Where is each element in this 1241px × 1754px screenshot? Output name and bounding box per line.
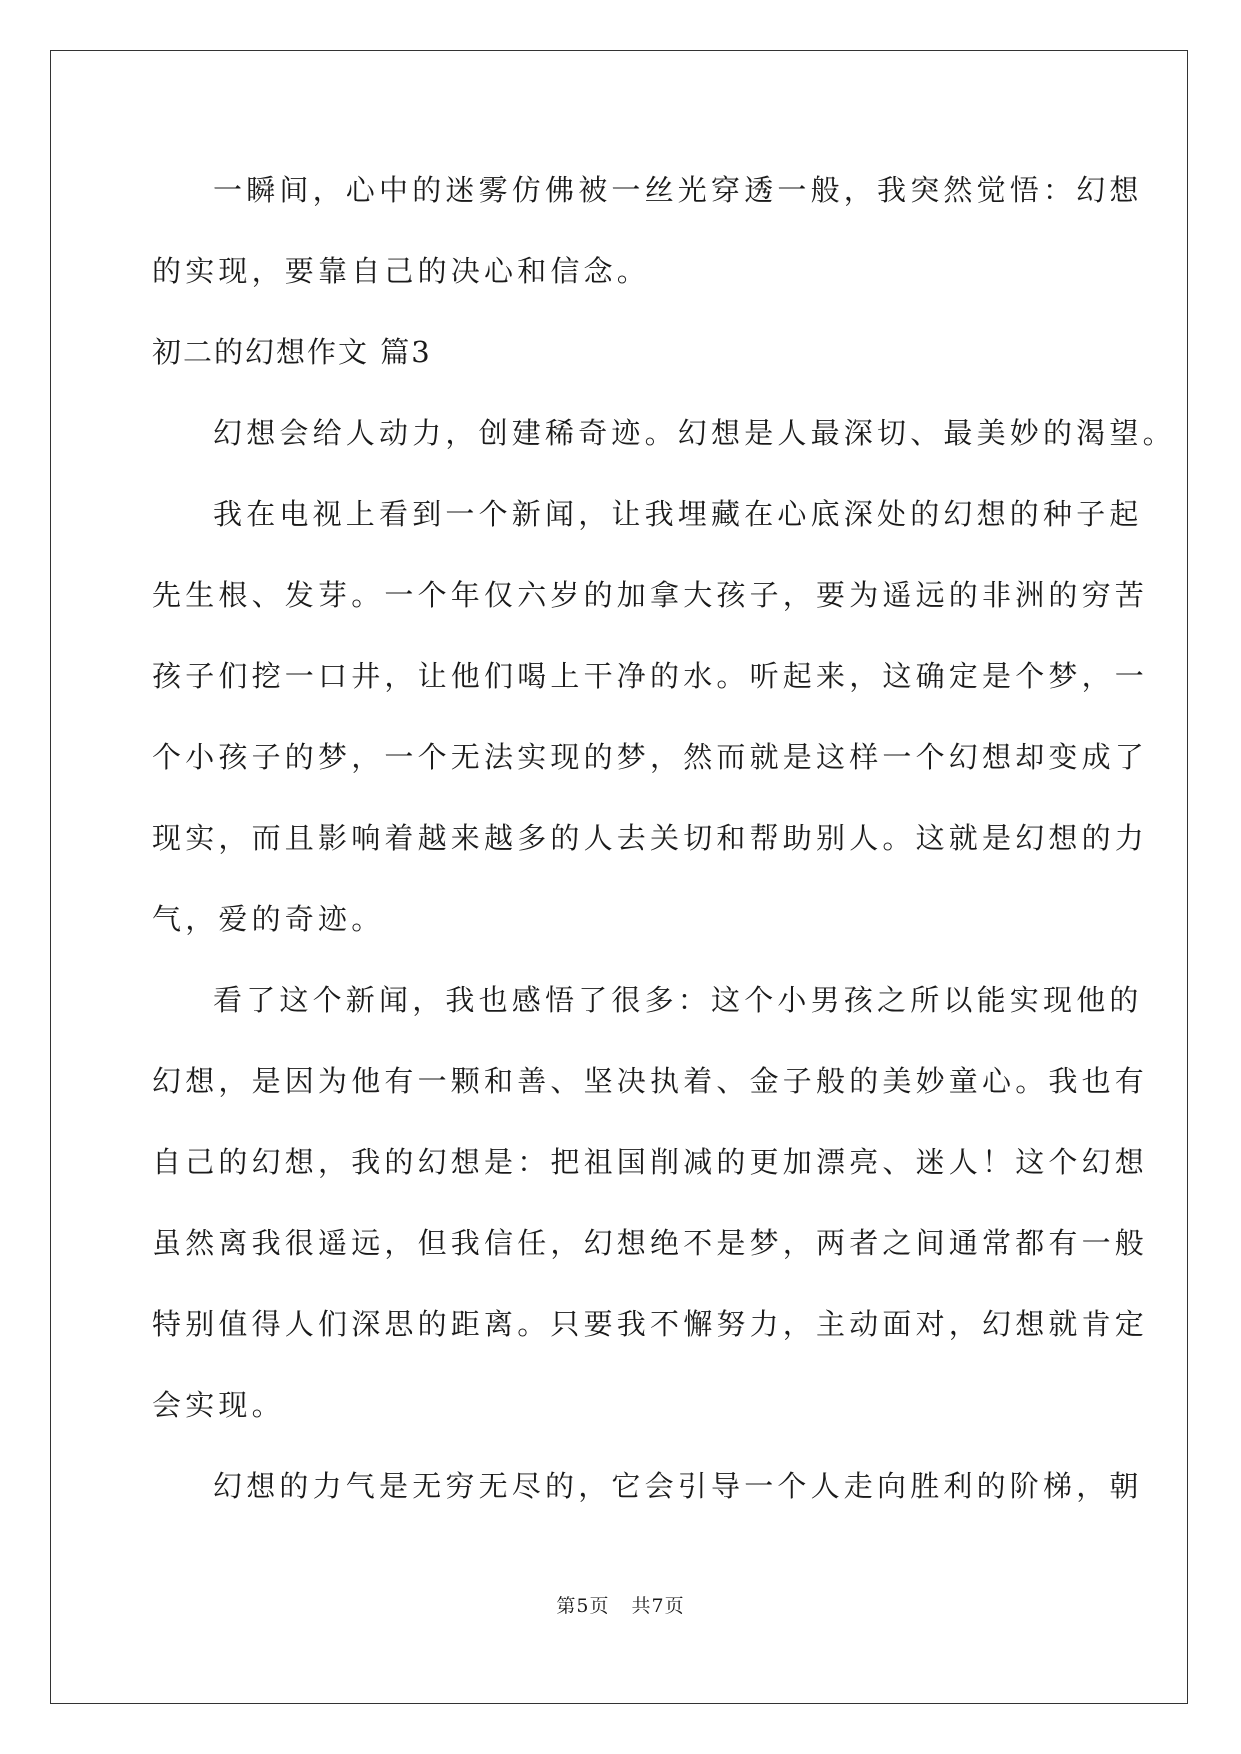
paragraph-line: 会实现。 xyxy=(152,1388,285,1422)
paragraph-line: 幻想会给人动力，创建稀奇迹。幻想是人最深切、最美妙的渴望。 xyxy=(213,416,1176,450)
paragraph-line: 气，爱的奇迹。 xyxy=(152,902,385,936)
paragraph-line: 个小孩子的梦，一个无法实现的梦，然而就是这样一个幻想却变成了 xyxy=(152,740,1149,774)
paragraph-line: 先生根、发芽。一个年仅六岁的加拿大孩子，要为遥远的非洲的穷苦 xyxy=(152,578,1149,612)
paragraph-line: 看了这个新闻，我也感悟了很多：这个小男孩之所以能实现他的 xyxy=(213,983,1143,1017)
page-total: 共7页 xyxy=(631,1595,685,1617)
page-number: 第5页 xyxy=(556,1595,610,1617)
page-footer xyxy=(0,1591,1241,1618)
paragraph-line: 一瞬间，心中的迷雾仿佛被一丝光穿透一般，我突然觉悟：幻想 xyxy=(213,173,1143,207)
paragraph-line: 现实，而且影响着越来越多的人去关切和帮助别人。这就是幻想的力 xyxy=(152,821,1149,855)
paragraph-line: 幻想，是因为他有一颗和善、坚决执着、金子般的美妙童心。我也有 xyxy=(152,1064,1149,1098)
paragraph-line: 我在电视上看到一个新闻，让我埋藏在心底深处的幻想的种子起 xyxy=(213,497,1143,531)
paragraph-line: 虽然离我很遥远，但我信任，幻想绝不是梦，两者之间通常都有一般 xyxy=(152,1226,1149,1260)
document-body xyxy=(152,160,1176,1537)
paragraph-line: 幻想的力气是无穷无尽的，它会引导一个人走向胜利的阶梯，朝 xyxy=(213,1469,1143,1503)
paragraph-line: 的实现，要靠自己的决心和信念。 xyxy=(152,254,651,288)
paragraph-line: 孩子们挖一口井，让他们喝上干净的水。听起来，这确定是个梦，一 xyxy=(152,659,1149,693)
paragraph-line: 自己的幻想，我的幻想是：把祖国削减的更加漂亮、迷人！这个幻想 xyxy=(152,1145,1149,1179)
paragraph-line: 特别值得人们深思的距离。只要我不懈努力，主动面对，幻想就肯定 xyxy=(152,1307,1149,1341)
section-heading: 初二的幻想作文 篇3 xyxy=(152,335,432,369)
